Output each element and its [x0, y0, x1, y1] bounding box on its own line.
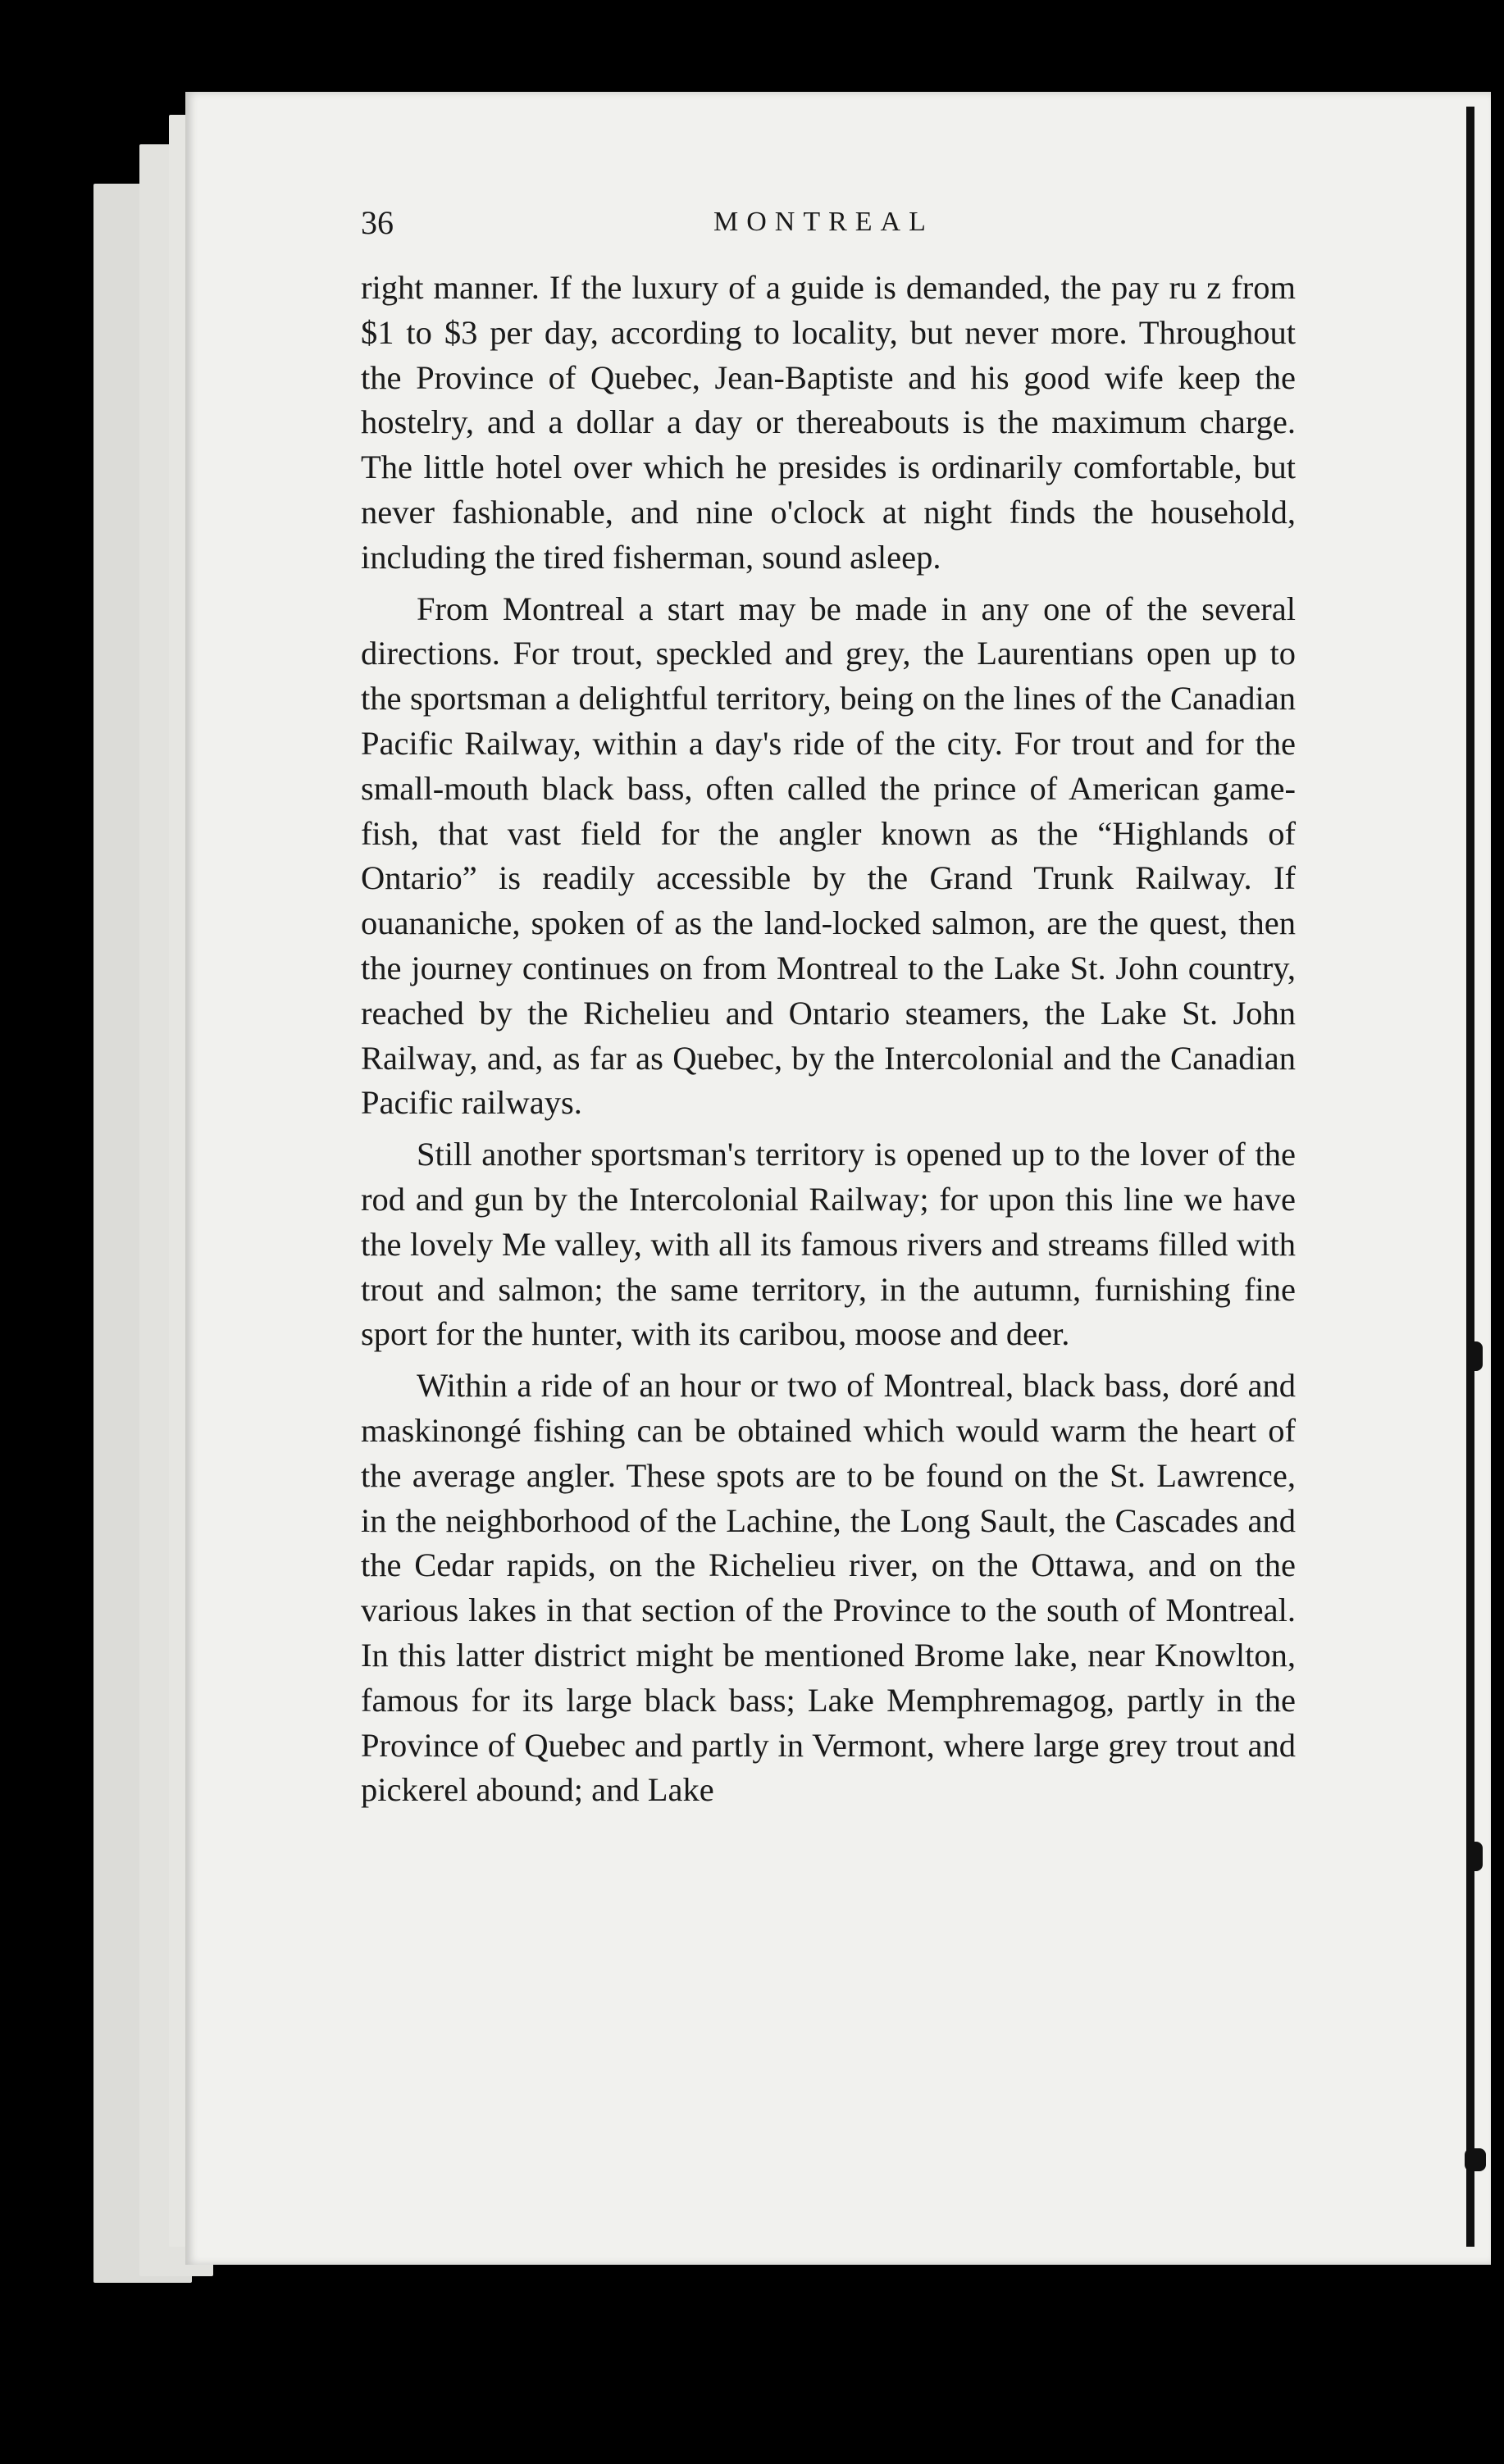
binding-mark	[1468, 1341, 1483, 1371]
page-header	[361, 203, 1296, 253]
page-number: 36	[361, 204, 394, 241]
paragraph: Within a ride of an hour or two of Montreal, black bass, doré and maskinongé fishing can be obtained which would warm the heart of the average angler. These spots are to be found on the St. Lawrence, in the neighborhood of the Lachine, the Long Sault, the Cascades and the Cedar rapids, on the Richelieu river, on the Ottawa, and on the various lakes in that section of the Province to the south of Montreal. In this latter district might be mentioned Brome lake, near Knowlton, famous for its large black bass; Lake Memphremagog, partly in the Province of Quebec and partly in Vermont, where large grey trout and pickerel abound; and Lake	[361, 1367, 1296, 1809]
page-body	[361, 266, 1296, 1820]
book-binding-edge	[1466, 107, 1474, 2247]
running-title: MONTREAL	[713, 207, 934, 237]
binding-mark	[1468, 1842, 1483, 1871]
paragraph: From Montreal a start may be made in any one of the several directions. For trout, speckled and grey, the Laurentians open up to the sportsman a delightful territory, being on the lines of the Canadian Pacific Railway, within a day's ride of the city. For trout and for the small-mouth black bass, often called the prince of American game-fish, that vast field for the angler known as the “Highlands of Ontario” is readily accessible by the Grand Trunk Railway. If ouananiche, spoken of as the land-locked salmon, are the quest, then the journey continues on from Montreal to the Lake St. John country, reached by the Richelieu and Ontario steamers, the Lake St. John Railway, and, as far as Quebec, by the Intercolonial and the Canadian Pacific railways.	[361, 590, 1296, 1122]
paragraph: right manner. If the luxury of a guide is demanded, the pay ru z from $1 to $3 per day, according to locality, but never more. Throughout the Province of Quebec, Jean-Baptiste and his good wife keep the hostelry, and a dollar a day or thereabouts is the maximum charge. The little hotel over which he presides is ordinarily comfortable, but never fashionable, and nine o'clock at night finds the household, including the tired fisherman, sound asleep.	[361, 269, 1296, 576]
binding-mark	[1465, 2148, 1486, 2171]
paragraph: Still another sportsman's territory is opened up to the lover of the rod and gun by the Intercolonial Railway; for upon this line we have the lovely Me valley, with all its famous rivers and streams filled with trout and salmon; the same territory, in the autumn, furnishing fine sport for the hunter, with its caribou, moose and deer.	[361, 1136, 1296, 1353]
